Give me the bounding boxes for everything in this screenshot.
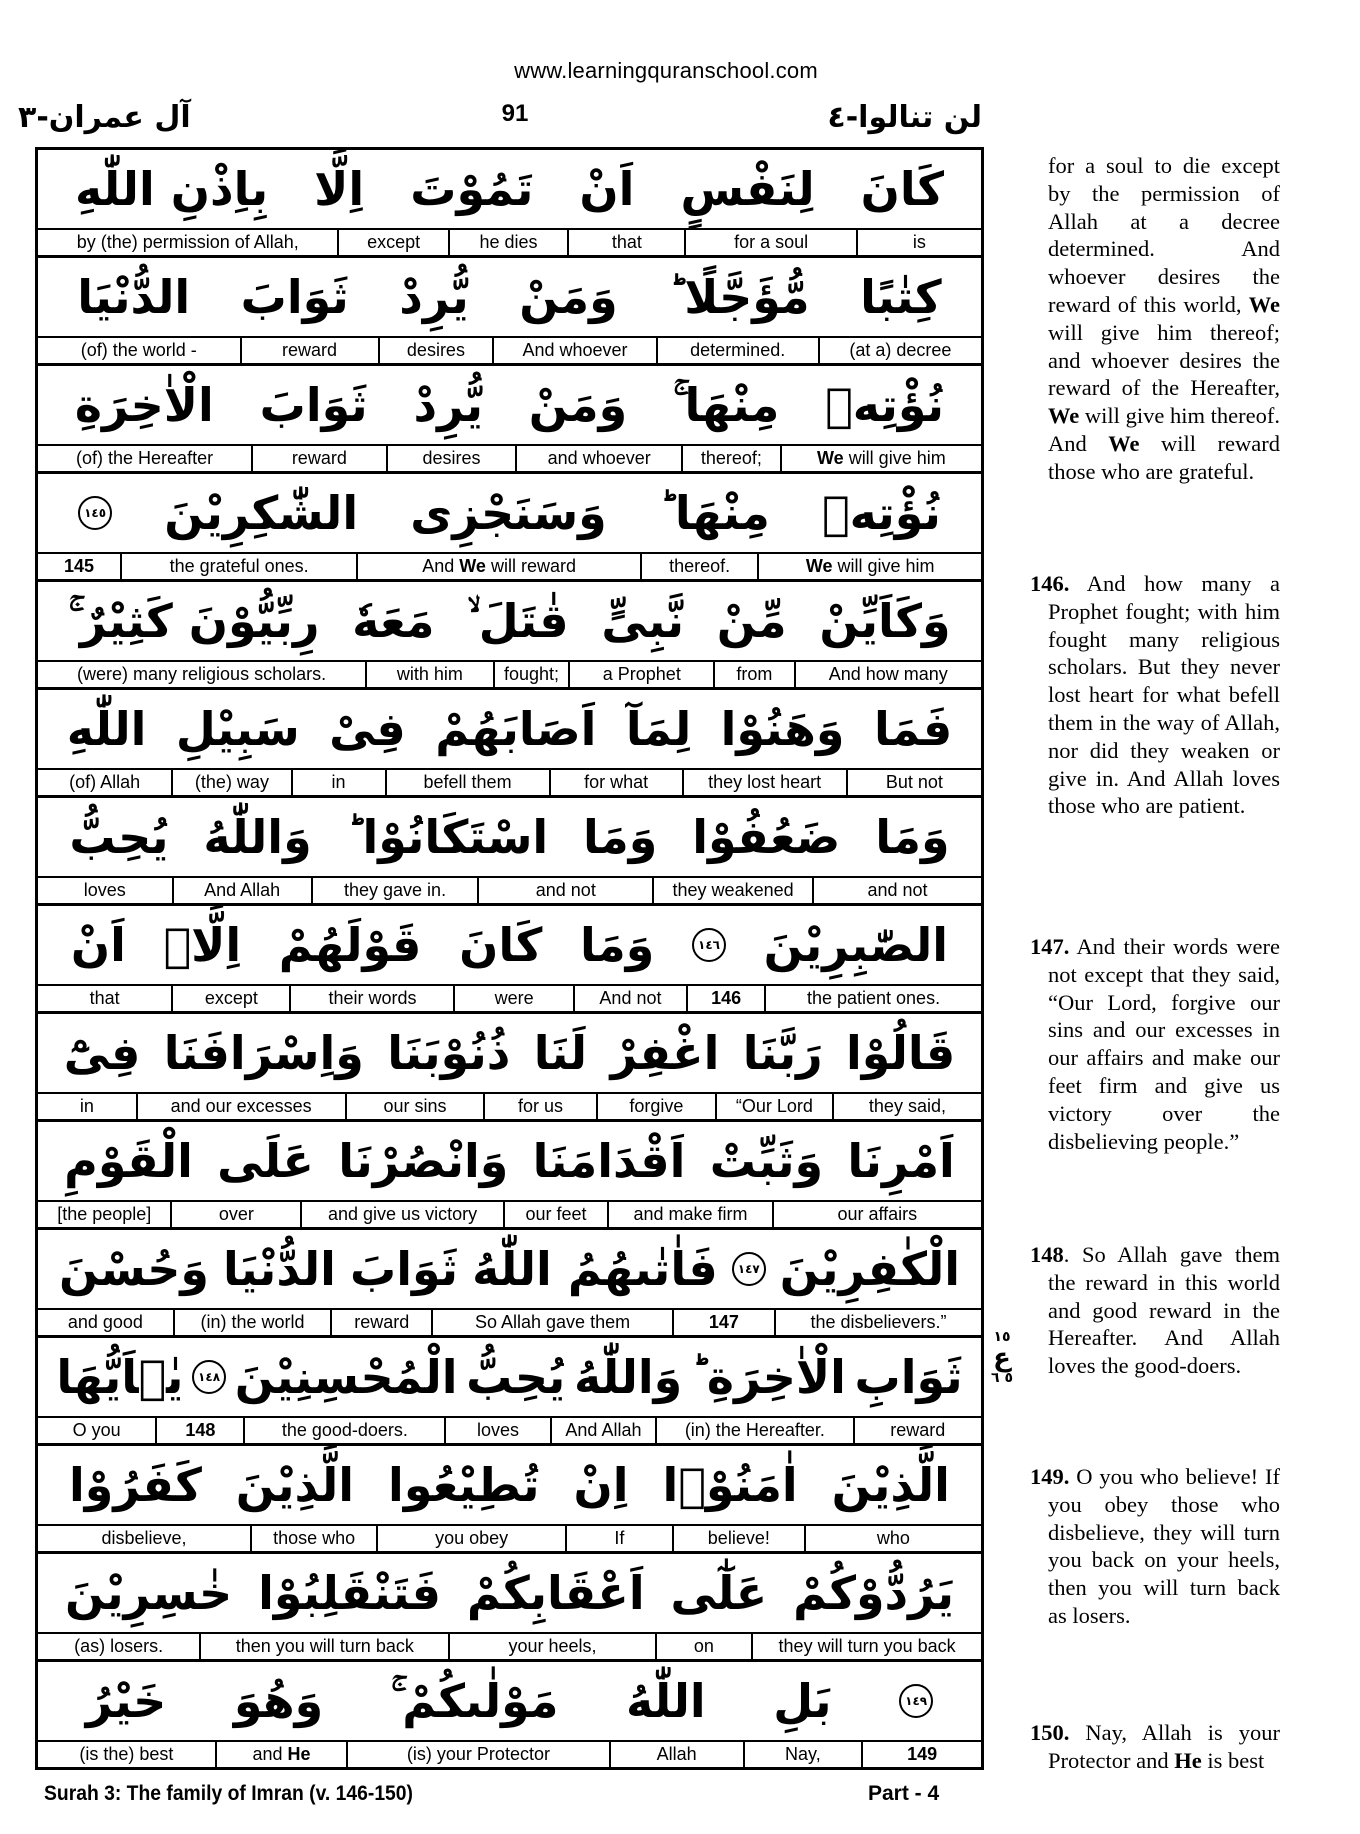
arabic-word: فَاٰتٰىهُمُ اللّٰهُ <box>472 1242 718 1296</box>
arabic-line <box>38 906 981 986</box>
juz-name-arabic: لن تنالوا-٤ <box>827 100 982 135</box>
translation-cell: who <box>876 1528 910 1548</box>
verse-text: And how many a Prophet fought; with him fought many religious scholars. But they never lost heart for what befell them in the way of Allah, nor did they weaken or give in. And Allah loves those who are patient. <box>1048 571 1280 819</box>
translation-cell: forgive <box>598 1094 717 1119</box>
translation-line <box>38 1526 981 1551</box>
translation-cell: And not <box>575 986 688 1011</box>
verse-end-marker-icon: ١٤٧ <box>732 1252 766 1286</box>
translation-cell: over <box>172 1202 302 1227</box>
translation-line <box>38 1418 981 1443</box>
word-by-word-table <box>35 147 984 1770</box>
translation-cell: our sins <box>347 1094 486 1119</box>
arabic-word: الْكٰفِرِيْنَ <box>779 1242 960 1296</box>
translation-line <box>38 1202 981 1227</box>
arabic-word: يُحِبُّ <box>69 810 169 864</box>
translation-cell: fought; <box>495 662 571 687</box>
arabic-word: الَّذِيْنَ <box>831 1458 950 1512</box>
arabic-word: اَمْرِنَا <box>847 1134 955 1188</box>
verse-row <box>38 366 981 474</box>
arabic-word: لِمَآ <box>625 702 692 756</box>
translation-cell: he dies <box>450 230 569 255</box>
translation-cell: (of) Allah <box>38 770 173 795</box>
arabic-word: يٰۤاَيُّهَا <box>56 1350 184 1404</box>
translation-cell: And how many <box>828 664 948 684</box>
verse-number-cell: 147 <box>674 1310 776 1335</box>
translation-cell: they lost heart <box>684 770 848 795</box>
translation-cell: from <box>715 662 795 687</box>
arabic-word: الدُّنْيَا <box>77 270 191 324</box>
arabic-word: اِنْ <box>573 1458 629 1512</box>
translation-cell: and give us victory <box>302 1202 504 1227</box>
arabic-line <box>38 1554 981 1634</box>
translation-cell: loves <box>446 1418 551 1443</box>
arabic-word: وَمَنْ <box>519 270 618 324</box>
arabic-line <box>38 474 981 554</box>
arabic-line <box>38 1338 981 1418</box>
arabic-line <box>38 1662 981 1742</box>
footer-surah-label: Surah 3: The family of Imran (v. 146-150) <box>44 1782 413 1805</box>
translation-cell: (in) the Hereafter. <box>657 1418 854 1443</box>
arabic-word: اَقْدَامَنَا <box>532 1134 686 1188</box>
arabic-word: الدُّنْيَا <box>223 1242 336 1296</box>
arabic-word: الشّٰكِرِيْنَ <box>164 486 359 540</box>
translation-cell: and whoever <box>517 446 683 471</box>
arabic-word: قَوْلَهُمْ <box>278 918 422 972</box>
verse-row <box>38 582 981 690</box>
verse-end-marker-icon: ١٤٨ <box>192 1360 226 1394</box>
arabic-word: كِتٰبًا <box>860 270 942 324</box>
translation-line <box>38 1634 981 1659</box>
arabic-word: اَعْقَابِكُمْ <box>466 1566 645 1620</box>
translation-cell: the disbelievers.” <box>810 1312 947 1332</box>
arabic-word: مَعَهٗ <box>352 594 435 648</box>
translation-line <box>38 446 981 471</box>
translation-cell: they will turn you back <box>778 1636 956 1656</box>
translation-cell: the good-doers. <box>245 1418 446 1443</box>
arabic-word: تُطِيْعُوا <box>388 1458 540 1512</box>
verse-row <box>38 690 981 798</box>
translation-cell: that <box>569 230 686 255</box>
arabic-word: فِىْٓ <box>63 1026 141 1080</box>
arabic-word: مِنْهَا ۚ <box>672 378 780 432</box>
translation-cell: thereof. <box>642 554 759 579</box>
arabic-word: يَرُدُّوْكُمْ <box>793 1566 955 1620</box>
surah-name-arabic: آل عمران-٣ <box>18 100 191 135</box>
footer-part-label: Part - 4 <box>868 1782 940 1805</box>
translation-cell: for us <box>485 1094 597 1119</box>
arabic-line <box>38 582 981 662</box>
translation-cell: those who <box>252 1526 378 1551</box>
translation-cell: And whoever <box>494 338 657 363</box>
translation-cell: (of) the world - <box>38 338 242 363</box>
translation-line <box>38 770 981 795</box>
translation-cell: except <box>339 230 449 255</box>
translation-cell: our feet <box>505 1202 610 1227</box>
arabic-word: وَاللّٰهُ <box>203 810 312 864</box>
ruku-number-bottom: ٥ ٦ <box>991 1370 1013 1386</box>
translation-cell: except <box>173 986 291 1011</box>
verse-number: 147. <box>1030 934 1070 959</box>
arabic-line <box>38 798 981 878</box>
translation-cell: And Allah <box>174 878 313 903</box>
arabic-word: مَوْلٰىكُمْ ۚ <box>390 1674 559 1728</box>
verse-row <box>38 798 981 906</box>
translation-cell: for what <box>551 770 684 795</box>
ruku-number-top: ١٥ <box>993 1329 1011 1345</box>
verse-row <box>38 258 981 366</box>
translation-line <box>38 554 981 579</box>
arabic-word: فَمَا <box>873 702 953 756</box>
arabic-word: اِلَّا <box>314 162 365 216</box>
translation-cell: (in) the world <box>175 1310 333 1335</box>
verse-row <box>38 150 981 258</box>
arabic-word: وَاللّٰهُ <box>573 1350 683 1404</box>
verse-text: And their words were not except that they said, “Our Lord, forgive our sins and our excesses in our affairs and make our feet firm and give us victory over the disbelieving people.” <box>1048 934 1280 1154</box>
arabic-word: عَلٰٓى <box>670 1566 768 1620</box>
verse-translation-block <box>1030 152 1280 486</box>
arabic-word: وَاِسْرَافَنَا <box>163 1026 364 1080</box>
translation-cell: you obey <box>378 1526 567 1551</box>
translation-cell: disbelieve, <box>38 1526 252 1551</box>
translation-cell: believe! <box>674 1526 806 1551</box>
verse-number: 150. <box>1030 1720 1070 1745</box>
translation-cell: and our excesses <box>138 1094 347 1119</box>
translation-cell: and good <box>38 1310 175 1335</box>
arabic-word: وَثَبِّتْ <box>709 1134 824 1188</box>
arabic-line <box>38 366 981 446</box>
arabic-word: اِلَّاۤ <box>163 918 242 972</box>
arabic-word: رَبَّنَا <box>742 1026 823 1080</box>
arabic-word: كَانَ <box>459 918 543 972</box>
translation-cell: [the people] <box>38 1202 172 1227</box>
translation-cell: for a soul <box>686 230 857 255</box>
arabic-word: رِبِّيُّوْنَ كَثِيْرٌ ۚ <box>68 594 320 648</box>
translation-cell: with him <box>367 662 495 687</box>
translation-cell: then you will turn back <box>201 1634 450 1659</box>
translation-cell: that <box>38 986 173 1011</box>
arabic-word: قَالُوْا <box>845 1026 956 1080</box>
verse-translation-block <box>1030 1241 1280 1380</box>
translation-cell: But not <box>885 772 943 792</box>
arabic-word: الَّذِيْنَ <box>235 1458 355 1512</box>
arabic-word: وَهَنُوْا <box>720 702 845 756</box>
arabic-word: كَانَ <box>860 162 944 216</box>
arabic-word: وَمَا <box>875 810 950 864</box>
translation-cell: thereof; <box>683 446 782 471</box>
verse-row <box>38 1554 981 1662</box>
translation-cell: by (the) permission of Allah, <box>38 230 339 255</box>
arabic-word: ضَعُفُوْا <box>692 810 841 864</box>
verse-end-marker-icon: ١٤٦ <box>692 928 726 962</box>
ruku-mark <box>988 1330 1016 1386</box>
translation-cell: reward <box>890 1420 946 1440</box>
translation-cell: and not <box>867 880 928 900</box>
arabic-word: سَبِيْلِ <box>175 702 300 756</box>
verse-row <box>38 1230 981 1338</box>
translation-line <box>38 1742 981 1767</box>
translation-cell: Nay, <box>745 1742 864 1767</box>
arabic-word: ثَوَابَ <box>259 378 368 432</box>
arabic-word: وَمَا <box>583 810 658 864</box>
translation-cell: O you <box>38 1418 157 1443</box>
arabic-word: الْاٰخِرَةِ ؕ <box>690 1350 846 1404</box>
verse-translation-block <box>1030 1719 1280 1775</box>
translation-line <box>38 1094 981 1119</box>
arabic-word: نُؤْتِهٖ <box>825 378 945 432</box>
arabic-word: وَحُسْنَ <box>59 1242 209 1296</box>
arabic-line <box>38 1230 981 1310</box>
arabic-word: ثَوَابِ <box>854 1350 963 1404</box>
translation-line <box>38 662 981 687</box>
arabic-word: مِّنْ <box>716 594 787 648</box>
arabic-word: الْقَوْمِ <box>64 1134 193 1188</box>
arabic-word: لِنَفْسٍ <box>680 162 815 216</box>
arabic-word: وَهُوَ <box>233 1674 324 1728</box>
translation-cell: befell them <box>387 770 551 795</box>
arabic-word: خَيْرُ <box>85 1674 167 1728</box>
translation-cell: (as) losers. <box>38 1634 201 1659</box>
translation-line <box>38 986 981 1011</box>
verse-end-marker-icon: ١٤٩ <box>899 1684 933 1718</box>
translation-cell: their words <box>291 986 455 1011</box>
translation-cell: they said, <box>868 1096 946 1116</box>
arabic-word: اللّٰهِ <box>66 702 147 756</box>
arabic-word: وَانْصُرْنَا <box>338 1134 509 1188</box>
translation-cell: Allah <box>611 1742 745 1767</box>
verse-row <box>38 1338 981 1446</box>
arabic-word: يُّرِدْ <box>413 378 483 432</box>
translation-cell: they gave in. <box>313 878 480 903</box>
arabic-line <box>38 150 981 230</box>
translation-cell: reward <box>242 338 380 363</box>
arabic-word: وَسَنَجْزِى <box>410 486 607 540</box>
verse-number: 146. <box>1030 571 1070 596</box>
arabic-word: مِنْهَا ؕ <box>658 486 770 540</box>
ruku-letter-icon: ع <box>993 1343 1011 1373</box>
translation-cell: We will give him <box>805 556 935 576</box>
verse-number-cell: 149 <box>907 1744 938 1764</box>
verse-number-cell: 148 <box>157 1418 245 1443</box>
arabic-word: ذُنُوْبَنَا <box>387 1026 511 1080</box>
translation-cell: (the) way <box>173 770 292 795</box>
arabic-word: نُؤْتِهٖ <box>821 486 941 540</box>
translation-cell: they weakened <box>654 878 814 903</box>
arabic-word: الْمُحْسِنِيْنَ <box>234 1350 458 1404</box>
arabic-word: اٰمَنُوْۤا <box>662 1458 798 1512</box>
arabic-word: فِىْ <box>329 702 406 756</box>
verse-text: for a soul to die except by the permission of Allah at a decree determined. And whoever desires the reward of this world, We will give him thereof; and whoever desires the reward of the Hereafter, We will give him thereof. And We will reward those who are grateful. <box>1048 153 1280 484</box>
arabic-word: الصّٰبِرِيْنَ <box>763 918 949 972</box>
arabic-word: ثَوَابَ <box>240 270 349 324</box>
arabic-line <box>38 1014 981 1094</box>
verse-row <box>38 1446 981 1554</box>
verse-row <box>38 1122 981 1230</box>
verse-number: 149. <box>1030 1464 1070 1489</box>
verse-row <box>38 906 981 1014</box>
translation-cell: reward <box>253 446 387 471</box>
arabic-word: عَلَى <box>217 1134 314 1188</box>
verse-number-cell: 145 <box>38 554 122 579</box>
translation-cell: a Prophet <box>570 662 715 687</box>
translation-cell: (is) your Protector <box>348 1742 610 1767</box>
arabic-word: ثَوَابَ <box>349 1242 459 1296</box>
arabic-word: قٰتَلَ ۙ <box>467 594 569 648</box>
translation-cell: desires <box>380 338 495 363</box>
translation-cell: We will give him <box>817 448 946 468</box>
page-number: 91 <box>501 100 529 127</box>
translation-cell: So Allah gave them <box>433 1310 673 1335</box>
arabic-word: كَفَرُوْا <box>68 1458 202 1512</box>
translation-cell: determined. <box>658 338 820 363</box>
translation-cell: “Our Lord <box>717 1094 834 1119</box>
arabic-line <box>38 258 981 338</box>
translation-cell: on <box>657 1634 754 1659</box>
arabic-word: وَكَاَيِّنْ <box>819 594 951 648</box>
verse-text: Nay, Allah is your Protector and He is best <box>1048 1720 1280 1773</box>
translation-line <box>38 1310 981 1335</box>
translation-cell: (of) the Hereafter <box>38 446 253 471</box>
arabic-word: فَتَنْقَلِبُوْا <box>258 1566 442 1620</box>
arabic-word: اغْفِرْ <box>610 1026 720 1080</box>
verse-end-marker-icon: ١٤٥ <box>78 496 112 530</box>
translation-cell: And Allah <box>552 1418 657 1443</box>
verse-text: O you who believe! If you obey those who disbelieve, they will turn you back on your heels, then you will turn back as losers. <box>1048 1464 1280 1628</box>
translation-cell: (were) many religious scholars. <box>38 662 367 687</box>
translation-cell: in <box>293 770 387 795</box>
translation-cell: (is the) best <box>38 1742 217 1767</box>
arabic-word: اَنْ <box>70 918 126 972</box>
translation-cell: and He <box>217 1742 349 1767</box>
translation-line <box>38 338 981 363</box>
translation-cell: the grateful ones. <box>122 554 358 579</box>
translation-cell: (at a) decree <box>849 340 952 360</box>
website-url: www.learningquranschool.com <box>514 58 818 83</box>
arabic-word: بِاِذْنِ اللّٰهِ <box>75 162 269 216</box>
translation-cell: were <box>455 986 574 1011</box>
translation-cell: the patient ones. <box>806 988 941 1008</box>
arabic-word: وَمَا <box>580 918 655 972</box>
arabic-word: اَنْ <box>579 162 635 216</box>
arabic-word: يُحِبُّ <box>466 1350 566 1404</box>
arabic-word: وَمَنْ <box>528 378 628 432</box>
translation-cell: your heels, <box>450 1634 656 1659</box>
arabic-line <box>38 1446 981 1526</box>
arabic-word: بَلِ <box>773 1674 832 1728</box>
verse-text: . So Allah gave them the reward in this world and good reward in the Hereafter. And Allah loves the good-doers. <box>1048 1242 1280 1379</box>
arabic-word: لَنَا <box>533 1026 588 1080</box>
arabic-word: يُّرِدْ <box>399 270 469 324</box>
arabic-word: الْاٰخِرَةِ <box>74 378 214 432</box>
translation-cell: reward <box>332 1310 433 1335</box>
translation-cell: and not <box>479 878 654 903</box>
verse-row <box>38 474 981 582</box>
translation-cell: If <box>567 1526 674 1551</box>
arabic-word: اَصَابَهُمْ <box>435 702 597 756</box>
verse-translation-block <box>1030 933 1280 1155</box>
arabic-line <box>38 690 981 770</box>
verse-row <box>38 1014 981 1122</box>
arabic-word: مُّؤَجَّلًا ؕ <box>668 270 810 324</box>
arabic-word: تَمُوْتَ <box>410 162 534 216</box>
translation-line <box>38 230 981 255</box>
arabic-word: خٰسِرِيْنَ <box>64 1566 233 1620</box>
arabic-word: اللّٰهُ <box>625 1674 706 1728</box>
translation-line <box>38 878 981 903</box>
arabic-line <box>38 1122 981 1202</box>
translation-cell: desires <box>388 446 518 471</box>
arabic-word: نَّبِىٍّ <box>601 594 684 648</box>
translation-cell: our affairs <box>837 1204 918 1224</box>
translation-cell: is <box>912 232 926 252</box>
verse-translation-block <box>1030 1463 1280 1630</box>
translation-cell: in <box>38 1094 138 1119</box>
verse-row <box>38 1662 981 1767</box>
verse-number: 148 <box>1030 1242 1064 1267</box>
verse-number-cell: 146 <box>688 986 766 1011</box>
verse-translation-block <box>1030 570 1280 820</box>
arabic-word: اسْتَكَانُوْا ؕ <box>346 810 549 864</box>
translation-cell: loves <box>38 878 174 903</box>
translation-cell: and make firm <box>609 1202 773 1227</box>
translation-cell: And We will reward <box>358 554 642 579</box>
